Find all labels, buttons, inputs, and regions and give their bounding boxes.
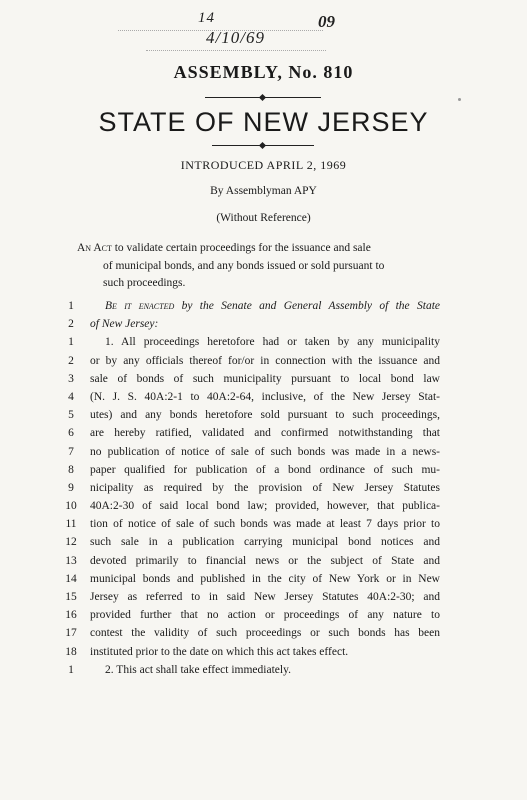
line-text: sale of bonds of such municipality pursuant to local bond law (90, 372, 440, 385)
bill-number: ASSEMBLY, No. 810 (173, 62, 354, 82)
line-number: 10 (65, 500, 77, 513)
line-number: 1 (68, 300, 74, 312)
line-text: utes) and any bonds heretofore sold pursuant to such proceedings, (90, 409, 440, 422)
section-line (0, 661, 527, 679)
line-text: (N. J. S. 40A:2-1 to 40A:2-64, inclusive, of the New Jersey Stat- (90, 390, 440, 403)
section-line (0, 643, 527, 661)
bill-body (0, 297, 527, 679)
line-text: municipal bonds and published in the city of New York or in New (90, 572, 440, 585)
section-line (0, 424, 527, 442)
line-text: 2. This act shall take effect immediately. (105, 663, 291, 676)
line-text: or by any officials thereof for/or in connection with the issuance and (90, 354, 440, 367)
line-number: 2 (68, 318, 74, 331)
introduced-date: INTRODUCED APRIL 2, 1969 (180, 158, 347, 172)
line-text: no publication of notice of sale of such bonds was made in a news- (90, 445, 440, 458)
handwritten-number: 09 (318, 12, 335, 31)
section-line (0, 624, 527, 642)
section-line (0, 333, 527, 351)
line-text: instituted prior to the date on which this act takes effect. (90, 645, 349, 658)
line-number: 1 (68, 336, 74, 349)
line-text: of New Jersey: (90, 318, 159, 331)
section-line (0, 461, 527, 479)
line-number: 1 (68, 663, 74, 676)
line-number: 3 (68, 372, 74, 385)
section-line (0, 406, 527, 424)
divider-rule-bottom (212, 145, 314, 146)
line-text: devoted primarily to financial news or the subject of State and (90, 554, 440, 567)
enacting-line (0, 315, 527, 333)
line-number: 8 (68, 463, 74, 476)
line-text: such sale in a publication carrying municipal bond notices and (90, 536, 440, 549)
section-line (0, 370, 527, 388)
line-text: tion of notice of sale of such bonds was made at least 7 days prior to (90, 518, 440, 531)
line-number: 11 (65, 518, 77, 531)
handwritten-date-2: 4/10/69 (206, 28, 265, 47)
line-number: 12 (65, 536, 77, 549)
line-number: 13 (65, 554, 77, 567)
line-number: 18 (65, 645, 77, 658)
title-line: of municipal bonds, and any bonds issued or sold pursuant to (103, 259, 385, 272)
section-line (0, 388, 527, 406)
line-text: are hereby ratified, validated and confirmed notwithstanding that (90, 427, 440, 440)
section-line (0, 533, 527, 551)
line-number: 2 (68, 354, 74, 367)
section-line (0, 515, 527, 533)
stamp-approved-line (146, 28, 326, 51)
line-text: Be it enacted by the Senate and General Assembly of the State (105, 300, 440, 312)
enacting-line (0, 297, 527, 315)
line-text: 1. All proceedings heretofore had or taken by any municipality (105, 336, 440, 349)
line-number: 5 (68, 409, 74, 422)
state-heading: STATE OF NEW JERSEY (98, 107, 429, 137)
section-line (0, 606, 527, 624)
line-number: 4 (68, 390, 74, 403)
line-number: 9 (68, 481, 74, 494)
line-number: 6 (68, 427, 74, 440)
handwritten-date-1: 14 (198, 10, 215, 26)
section-line (0, 443, 527, 461)
title-line: such proceedings. (103, 277, 186, 289)
line-text: contest the validity of such proceedings or such bonds has been (90, 627, 440, 640)
line-text: paper qualified for publication of a bond ordinance of such mu- (90, 463, 440, 476)
title-line: An Act to validate certain proceedings for the issuance and sale (77, 242, 371, 254)
bill-title (77, 240, 437, 293)
line-number: 7 (68, 445, 74, 458)
line-number: 17 (65, 627, 77, 640)
line-text: provided further that no action or proceedings of any nature to (90, 609, 440, 622)
line-text: nicipality as required by the provision of New Jersey Statutes (90, 481, 440, 494)
line-text: Jersey as referred to in said New Jersey Statutes 40A:2-30; and (90, 591, 440, 603)
line-number: 15 (65, 591, 77, 603)
section-line (0, 552, 527, 570)
section-line (0, 570, 527, 588)
section-line (0, 588, 527, 606)
divider-rule-top (205, 97, 321, 98)
section-line (0, 352, 527, 370)
reference-note: (Without Reference) (216, 212, 311, 224)
line-number: 16 (65, 609, 77, 622)
scan-speck (458, 98, 461, 101)
receipt-stamp (118, 10, 348, 56)
sponsor: By Assemblyman APY (210, 185, 317, 197)
section-line (0, 479, 527, 497)
line-text: 40A:2-30 of said local bond law; provided, however, that publica- (90, 500, 440, 513)
line-number: 14 (65, 572, 77, 585)
section-line (0, 497, 527, 515)
